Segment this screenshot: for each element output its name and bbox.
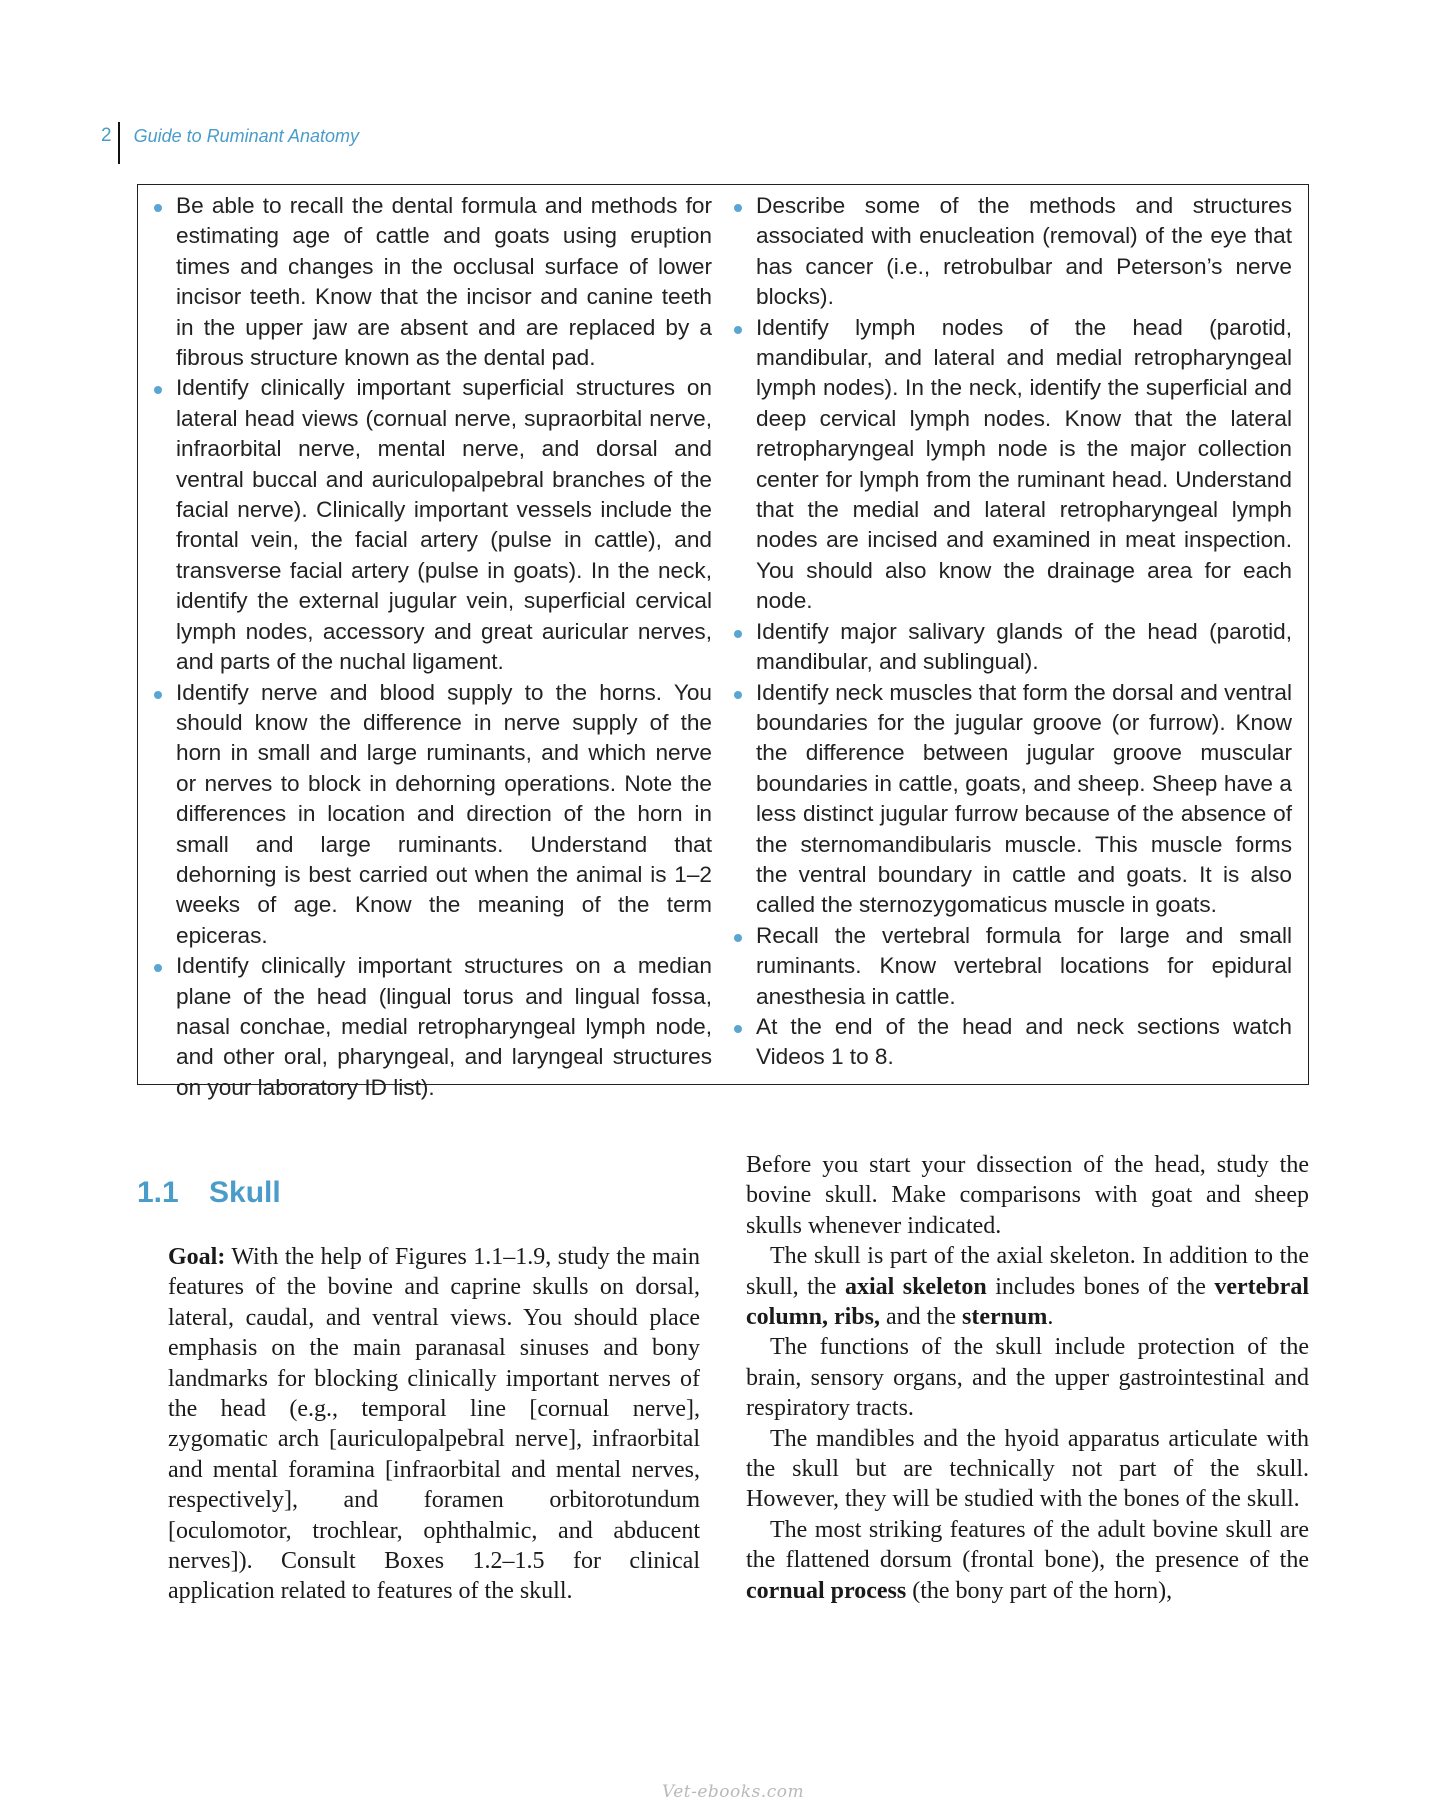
body-paragraph: Before you start your dissection of the head, study the bovine skull. Make comparisons with goat and sheep skulls whenever indicated. — [746, 1152, 1309, 1239]
objective-item: Identify lymph nodes of the head (parotid, mandibular, and lateral and medial retropharyngeal lymph nodes). In the neck, identify the superficial and deep cervical lymph nodes. Know that the lateral retropharyngeal lymph node is the major collection center for lymph from the ruminant head. Understand that the medial and lateral retropharyngeal lymph nodes are incised and examined in meat inspection. You should also know the drainage area for each node. — [734, 313, 1292, 617]
page-header — [101, 122, 359, 164]
body-paragraph: The mandibles and the hyoid apparatus articulate with the skull but are technically not part of the skull. However, they will be studied with the bones of the skull. — [746, 1425, 1309, 1513]
goal-label: Goal: — [168, 1244, 226, 1270]
objectives-right-column — [734, 191, 1292, 1084]
objective-item: Identify nerve and blood supply to the horns. You should know the difference in nerve supply of the horn in small and large ruminants, and which nerve or nerves to block in dehorning operations. Note the differences in location and direction of the horn in small and large ruminants. Understand that dehorning is best carried out when the animal is 1–2 weeks of age. Know the meaning of the term epiceras. — [154, 678, 712, 952]
objectives-left-column — [154, 191, 712, 1100]
objective-item: Identify clinically important superficial structures on lateral head views (cornual nerve, supraorbital nerve, infraorbital nerve, mental nerve, and dorsal and ventral buccal and auriculopalpebral branches of the facial nerve). Clinically important vessels include the frontal vein, the facial artery (pulse in cattle), and transverse facial artery (pulse in goats). In the neck, identify the external jugular vein, superficial cervical lymph nodes, accessory and great auricular nerves, and parts of the nuchal ligament. — [154, 373, 712, 677]
running-head: Guide to Ruminant Anatomy — [133, 126, 360, 146]
objective-item: Identify major salivary glands of the head (parotid, mandibular, and sublingual). — [734, 617, 1292, 678]
right-body-column — [746, 1150, 1309, 1606]
watermark: Vet-ebooks.com — [662, 1782, 805, 1802]
body-paragraph: The skull is part of the axial skeleton. In addition to the skull, the axial skeleton includes bones of the vertebral column, ribs, and the sternum. — [746, 1243, 1309, 1331]
goal-paragraph — [168, 1242, 700, 1607]
term-axial-skeleton: axial skeleton — [844, 1273, 987, 1300]
objective-item: Recall the vertebral formula for large and small ruminants. Know vertebral locations for epidural anesthesia in cattle. — [734, 921, 1292, 1012]
term-vertebral-column-ribs: vertebral column, ribs, — [746, 1273, 1309, 1331]
body-paragraph: The functions of the skull include protection of the brain, sensory organs, and the upper gastrointestinal and respiratory tracts. — [746, 1334, 1309, 1422]
section-title: Skull — [209, 1176, 281, 1209]
objective-item: Be able to recall the dental formula and methods for estimating age of cattle and goats using eruption times and changes in the occlusal surface of lower incisor teeth. Know that the incisor and canine teeth in the upper jaw are absent and are replaced by a fibrous structure known as the dental pad. — [154, 191, 712, 373]
objective-item: Describe some of the methods and structures associated with enucleation (removal) of the eye that has cancer (i.e., retrobulbar and Peterson’s nerve blocks). — [734, 191, 1292, 313]
page-number: 2 — [101, 125, 112, 146]
objectives-box — [137, 184, 1309, 1100]
left-body-column — [168, 1242, 700, 1607]
objective-item: Identify neck muscles that form the dorsal and ventral boundaries for the jugular groove (or furrow). Know the difference between jugular groove muscular boundaries in cattle, goats, and sheep. Sheep have a less distinct jugular furrow because of the absence of the sternomandibularis muscle. This muscle forms the ventral boundary in cattle and goats. It is also called the sternozygomaticus muscle in goats. — [734, 678, 1292, 921]
term-sternum: sternum — [962, 1304, 1048, 1331]
body-paragraph: The most striking features of the adult bovine skull are the flattened dorsum (frontal bone), the presence of the cornual process (the bony part of the horn), — [746, 1516, 1309, 1604]
objective-item: At the end of the head and neck sections watch Videos 1 to 8. — [734, 1012, 1292, 1073]
section-heading — [137, 1176, 281, 1210]
objective-item: Identify clinically important structures on a median plane of the head (lingual torus and lingual fossa, nasal conchae, medial retropharyngeal lymph node, and other oral, pharyngeal, and laryngeal structures on your laboratory ID list). — [154, 951, 712, 1103]
section-number: 1.1 — [137, 1176, 179, 1209]
term-cornual-process: cornual process — [746, 1577, 907, 1604]
goal-text: With the help of Figures 1.1–1.9, study the main features of the bovine and caprine skulls on dorsal, lateral, caudal, and ventral views. You should place emphasis on the main paranasal sinuses and bony landmarks for blocking clinically important nerves of the head (e.g., temporal line [cornual nerve], zygomatic arch [auriculopalpebral nerve], infraorbital and mental foramina [infraorbital and mental nerves, respectively], and foramen orbitorotundum [oculomotor, trochlear, ophthalmic, and abducent nerves]). Consult Boxes 1.2–1.5 for clinical application related to features of the skull. — [168, 1244, 700, 1605]
header-divider — [118, 122, 120, 164]
